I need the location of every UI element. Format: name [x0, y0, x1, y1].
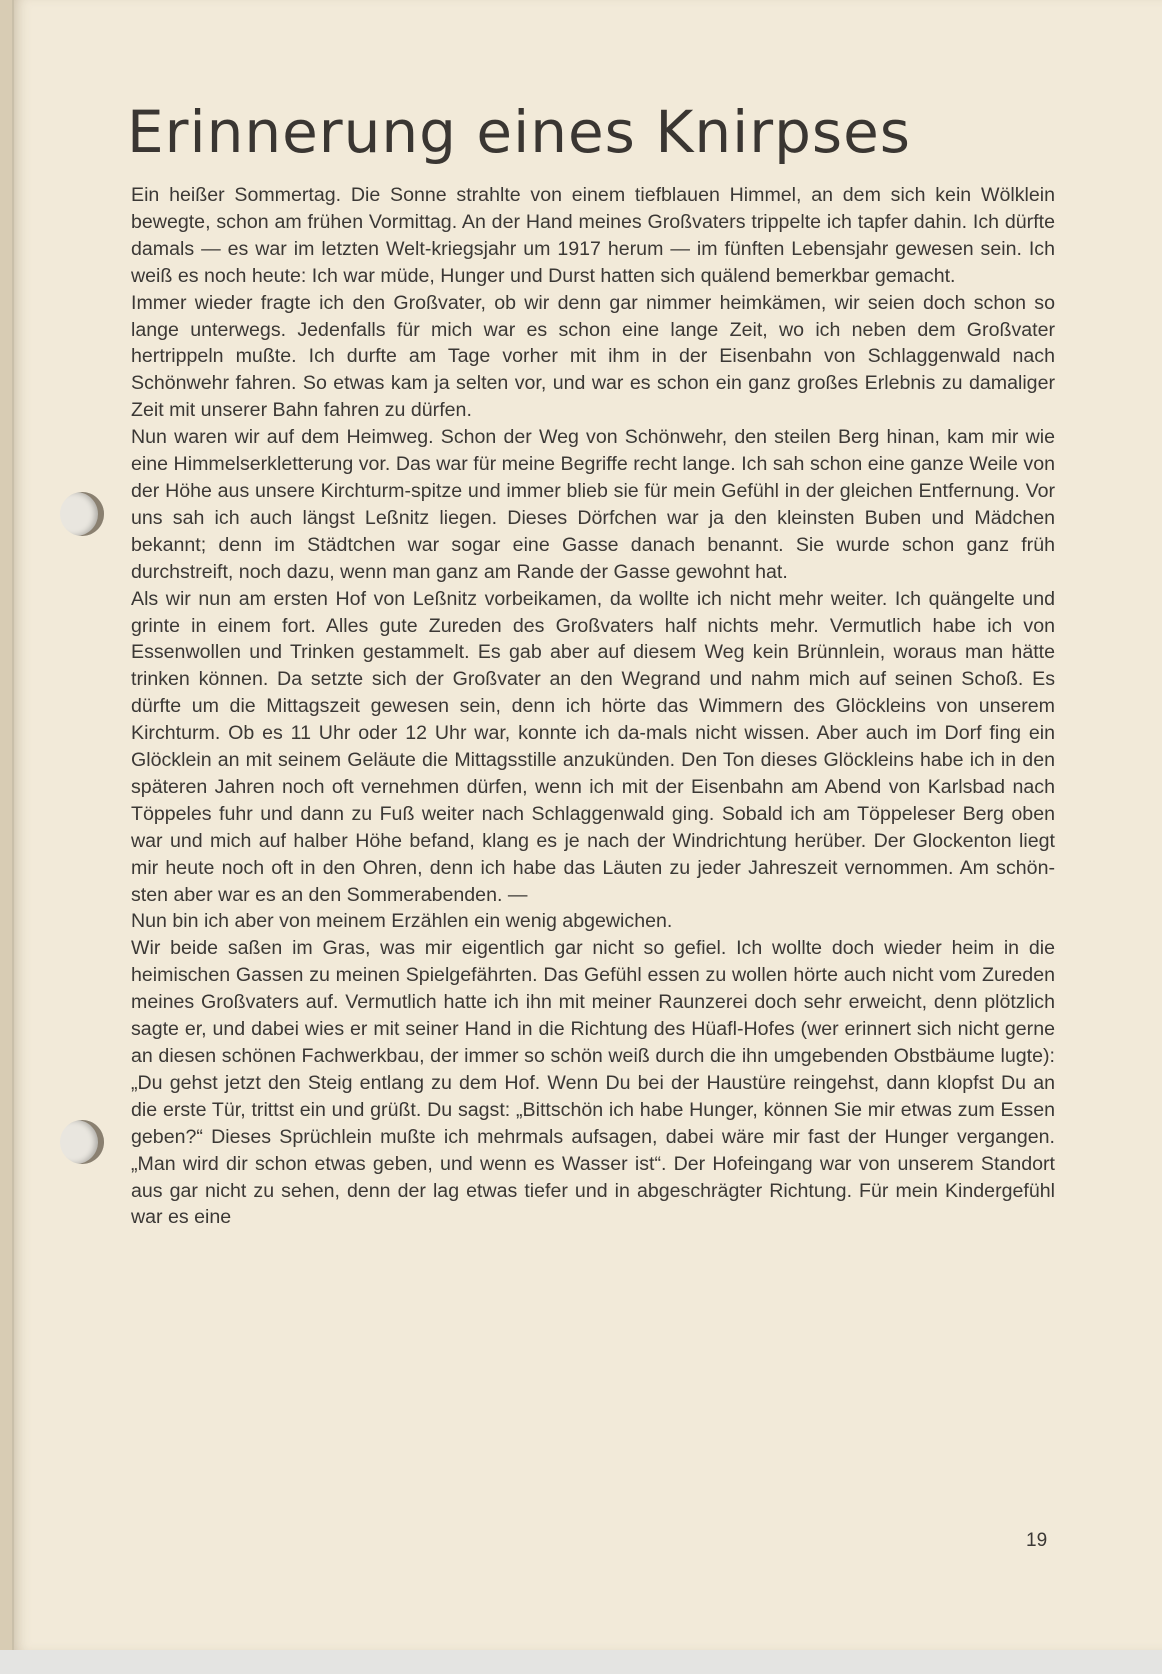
page-title: Erinnerung eines Knirpses [127, 98, 912, 166]
scan-bottom-margin [0, 1650, 1162, 1674]
book-spine-edge [0, 0, 12, 1650]
paragraph: Nun waren wir auf dem Heimweg. Schon der Weg von Schönwehr, den steilen Berg hinan, kam mir wie eine Himmelserkletterung vor. Das war für meine Begriffe recht lange. Ich sah schon eine ganze Weile von der Höhe aus unsere Kirchturm-spitze und immer blieb sie für mein Gefühl in der gleichen Entfernung. Vor uns sah ich auch längst Leßnitz liegen. Dieses Dörfchen war ja den kleinsten Buben und Mädchen bekannt; denn im Städtchen war sogar eine Gasse danach benannt. Sie wurde schon ganz früh durchstreift, noch dazu, wenn man ganz am Rande der Gasse gewohnt hat. [131, 426, 1055, 583]
paragraph: Ein heißer Sommertag. Die Sonne strahlte von einem tiefblauen Himmel, an dem sich kein Wölklein bewegte, schon am frühen Vormittag. An der Hand meines Großvaters trippelte ich tapfer dahin. Ich dürfte damals — es war im letzten Welt-kriegsjahr um 1917 herum — im fünften Lebensjahr gewesen sein. Ich weiß es noch heute: Ich war müde, Hunger und Durst hatten sich quälend bemerkbar gemacht. [131, 184, 1055, 287]
punch-hole-upper [60, 492, 104, 536]
page-number: 19 [1026, 1530, 1048, 1551]
paragraph: Wir beide saßen im Gras, was mir eigentlich gar nicht so gefiel. Ich wollte doch wieder heim in die heimischen Gassen zu meinen Spielgefährten. Das Gefühl essen zu wollen hörte auch nicht vom Zureden meines Großvaters auf. Vermutlich hatte ich ihn mit meiner Raunzerei doch sehr erweicht, denn plötzlich sagte er, und dabei wies er mit seiner Hand in die Richtung des Hüafl-Hofes (wer erinnert sich nicht gerne an diesen schönen Fachwerkbau, der immer so schön weiß durch die ihn umgebenden Obstbäume lugte): „Du gehst jetzt den Steig entlang zu dem Hof. Wenn Du bei der Haustüre reingehst, dann klopfst Du an die erste Tür, trittst ein und grüßt. Du sagst: „Bittschön ich habe Hunger, können Sie mir etwas zum Essen geben?“ Dieses Sprüchlein mußte ich mehrmals aufsagen, dabei wäre mir fast der Hunger vergangen. „Man wird dir schon etwas geben, und wenn es Wasser ist“. Der Hofeingang war von unserem Standort aus gar nicht zu sehen, denn der lag etwas tiefer und in abgeschrägter Richtung. Für mein Kindergefühl war es eine [131, 937, 1055, 1229]
paragraph: Immer wieder fragte ich den Großvater, ob wir denn gar nimmer heimkämen, wir seien doch schon so lange unterwegs. Jedenfalls für mich war es schon eine lange Zeit, wo ich neben dem Großvater hertrippeln mußte. Ich durfte am Tage vorher mit ihm in der Eisenbahn von Schlaggenwald nach Schönwehr fahren. So etwas kam ja selten vor, und war es schon ein ganz großes Erlebnis zu damaliger Zeit mit unserer Bahn fahren zu dürfen. [131, 291, 1055, 422]
article-body [131, 182, 1055, 1231]
paragraph: Nun bin ich aber von meinem Erzählen ein wenig abgewichen. [131, 910, 673, 933]
punch-hole-lower [60, 1120, 104, 1164]
paragraph: Als wir nun am ersten Hof von Leßnitz vorbeikamen, da wollte ich nicht mehr weiter. Ich quängelte und grinte in einem fort. Alles gute Zureden des Großvaters half nichts mehr. Vermutlich habe ich von Essenwollen und Trinken gestammelt. Es gab aber auf diesem Weg kein Brünnlein, woraus man hätte trinken können. Da setzte sich der Großvater an den Wegrand und nahm mich auf seinen Schoß. Es dürfte um die Mittagszeit gewesen sein, denn ich hörte das Wimmern des Glöckleins von unserem Kirchturm. Ob es 11 Uhr oder 12 Uhr war, konnte ich da-mals nicht wissen. Aber auch im Dorf fing ein Glöcklein an mit seinem Geläute die Mittagsstille anzukünden. Den Ton dieses Glöckleins habe ich in den späteren Jahren noch oft vernehmen dürfen, wenn ich mit der Eisenbahn am Abend von Karlsbad nach Töppeles fuhr und dann zu Fuß weiter nach Schlaggenwald ging. Sobald ich am Töppeleser Berg oben war und mich auf halber Höhe befand, klang es je nach der Windrichtung herüber. Der Glockenton liegt mir heute noch oft in den Ohren, denn ich habe das Läuten zu jeder Jahreszeit vernommen. Am schön-sten aber war es an den Sommerabenden. — [131, 587, 1055, 906]
